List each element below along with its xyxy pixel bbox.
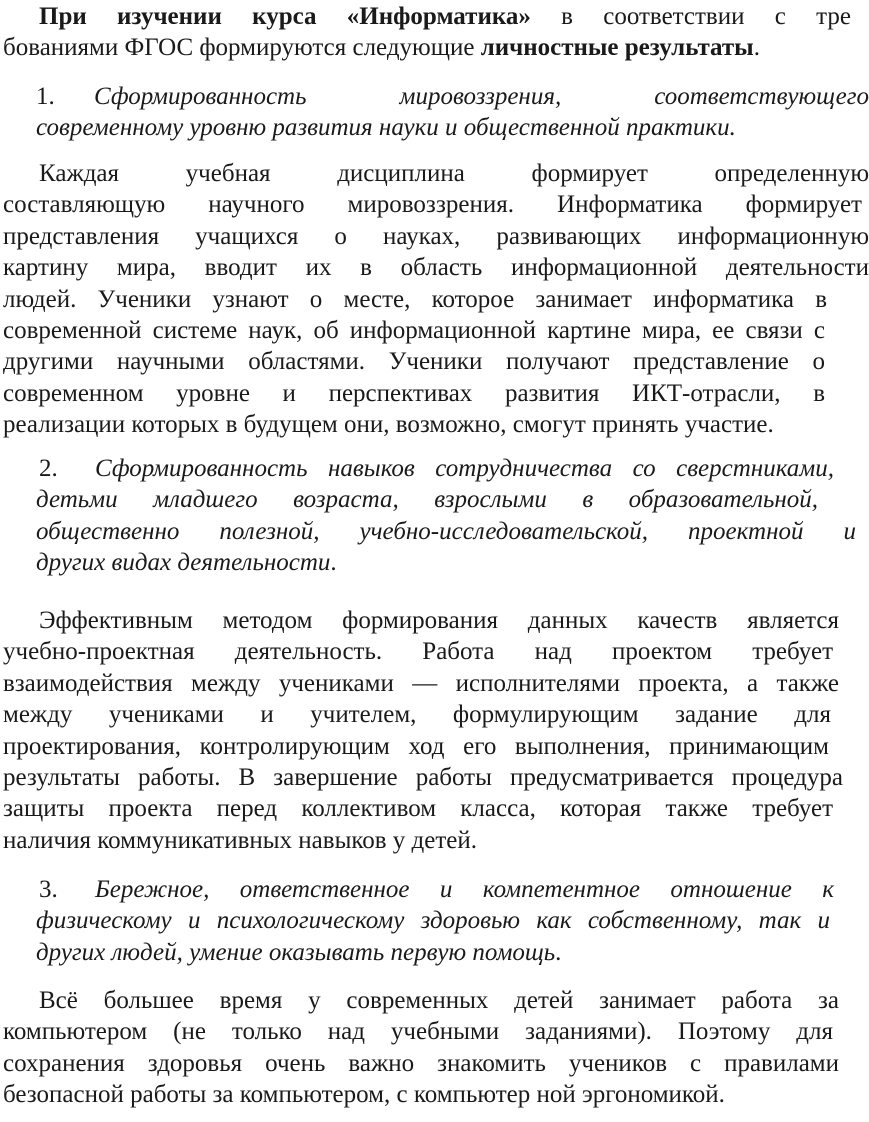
item-3-line-2	[3, 905, 830, 936]
intro-bold-run: личностные результаты	[480, 34, 754, 62]
item-1-text: Сформированность мировоззрения, соответствующего	[94, 83, 869, 110]
item-2-text: других видах деятельности	[36, 549, 331, 577]
item-3-text: других людей, умение оказывать первую помощь	[36, 938, 556, 966]
item-2-line-2	[3, 484, 818, 515]
para-1-line: современном уровне и перспективах развития ИКТ-отрасли, в	[3, 379, 825, 407]
item-1-line-1	[3, 81, 869, 112]
item-3-text: физическому и психологическому здоровью как собственному, так и	[36, 907, 830, 935]
paragraph-3	[3, 985, 863, 1111]
para-1-line: реализации которых в будущем они, возможно, смогут принять участие.	[3, 411, 774, 439]
intro-run: в соответствии с тре	[530, 3, 851, 30]
para-2-line: наличия коммуникативных навыков у детей.	[3, 826, 478, 854]
intro-run: бованиями ФГОС формируются следующие	[3, 34, 481, 62]
para-1-line: Каждая учебная дисциплина формирует определенную	[39, 160, 869, 187]
item-3-text: Бережное, ответственное и компетентное отношение к	[95, 876, 834, 903]
para-3-line: сохранения здоровья очень важно знакомить учеников с правилами	[3, 1049, 839, 1077]
para-2-line: между учениками и учителем, формулирующим задание для	[3, 701, 831, 729]
intro-line-1	[3, 1, 851, 32]
item-2-line-1	[3, 453, 834, 484]
list-item-3	[3, 874, 863, 968]
para-2-line: учебно-проектная деятельность. Работа над проектом требует	[3, 638, 833, 666]
para-2-line: проектирования, контролирующим ход его выполнения, принимающим	[3, 732, 829, 760]
para-1-line: людей. Ученики узнают о месте, которое занимает информатика в	[3, 285, 827, 313]
item-2-text: Сформированность навыков сотрудничества со сверстниками,	[95, 455, 834, 482]
item-2-text: детьми младшего возраста, взрослыми в образовательной,	[36, 486, 818, 514]
para-3-line: компьютером (не только над учебными заданиями). Поэтому для	[3, 1018, 833, 1046]
list-item-2	[3, 453, 863, 579]
para-3-line: безопасной работы за компьютером, с компьютер ной эргономикой.	[3, 1081, 725, 1109]
paragraph-1	[3, 158, 869, 441]
item-3-line-1	[3, 874, 834, 905]
item-2-line-4	[3, 547, 863, 578]
para-1-line: картину мира, вводит их в область информационной деятельности	[3, 254, 869, 282]
intro-bold-run: При изучении курса «Информатика»	[39, 3, 531, 30]
para-2-line: взаимодействия между учениками — исполнителями проекта, а также	[3, 669, 839, 697]
item-3-number: 3.	[39, 876, 58, 903]
para-1-line: представления учащихся о науках, развивающих информационную	[3, 222, 869, 250]
para-2-line: Эффективным методом формирования данных качеств является	[39, 607, 839, 634]
item-2-number: 2.	[39, 455, 58, 482]
item-3-line-3	[3, 937, 863, 968]
intro-line-2	[3, 32, 851, 63]
paragraph-2	[3, 605, 863, 856]
para-1-line: другими научными областями. Ученики получают представление о	[3, 348, 825, 376]
item-2-tail: .	[330, 549, 337, 577]
item-2-line-3	[3, 516, 856, 547]
list-item-1	[3, 81, 869, 144]
item-2-text: общественно полезной, учебно-исследовательской, проектной и	[36, 517, 856, 545]
para-1-line: современной системе наук, об информационной картине мира, ее связи с	[3, 316, 825, 344]
item-1-line-2	[3, 112, 869, 143]
para-2-line: результаты работы. В завершение работы предусматривается процедура	[3, 763, 843, 791]
item-1-number: 1.	[36, 83, 55, 110]
intro-paragraph	[3, 1, 851, 64]
para-1-line: составляющую научного мировоззрения. Информатика формирует	[3, 191, 862, 219]
para-2-line: защиты проекта перед коллективом класса, которая также требует	[3, 795, 833, 823]
item-1-text: современному уровню развития науки и общественной практики.	[36, 114, 736, 142]
intro-run: .	[753, 34, 760, 62]
para-3-line: Всё большее время у современных детей занимает работа за	[39, 987, 839, 1014]
item-3-tail: .	[555, 938, 562, 966]
